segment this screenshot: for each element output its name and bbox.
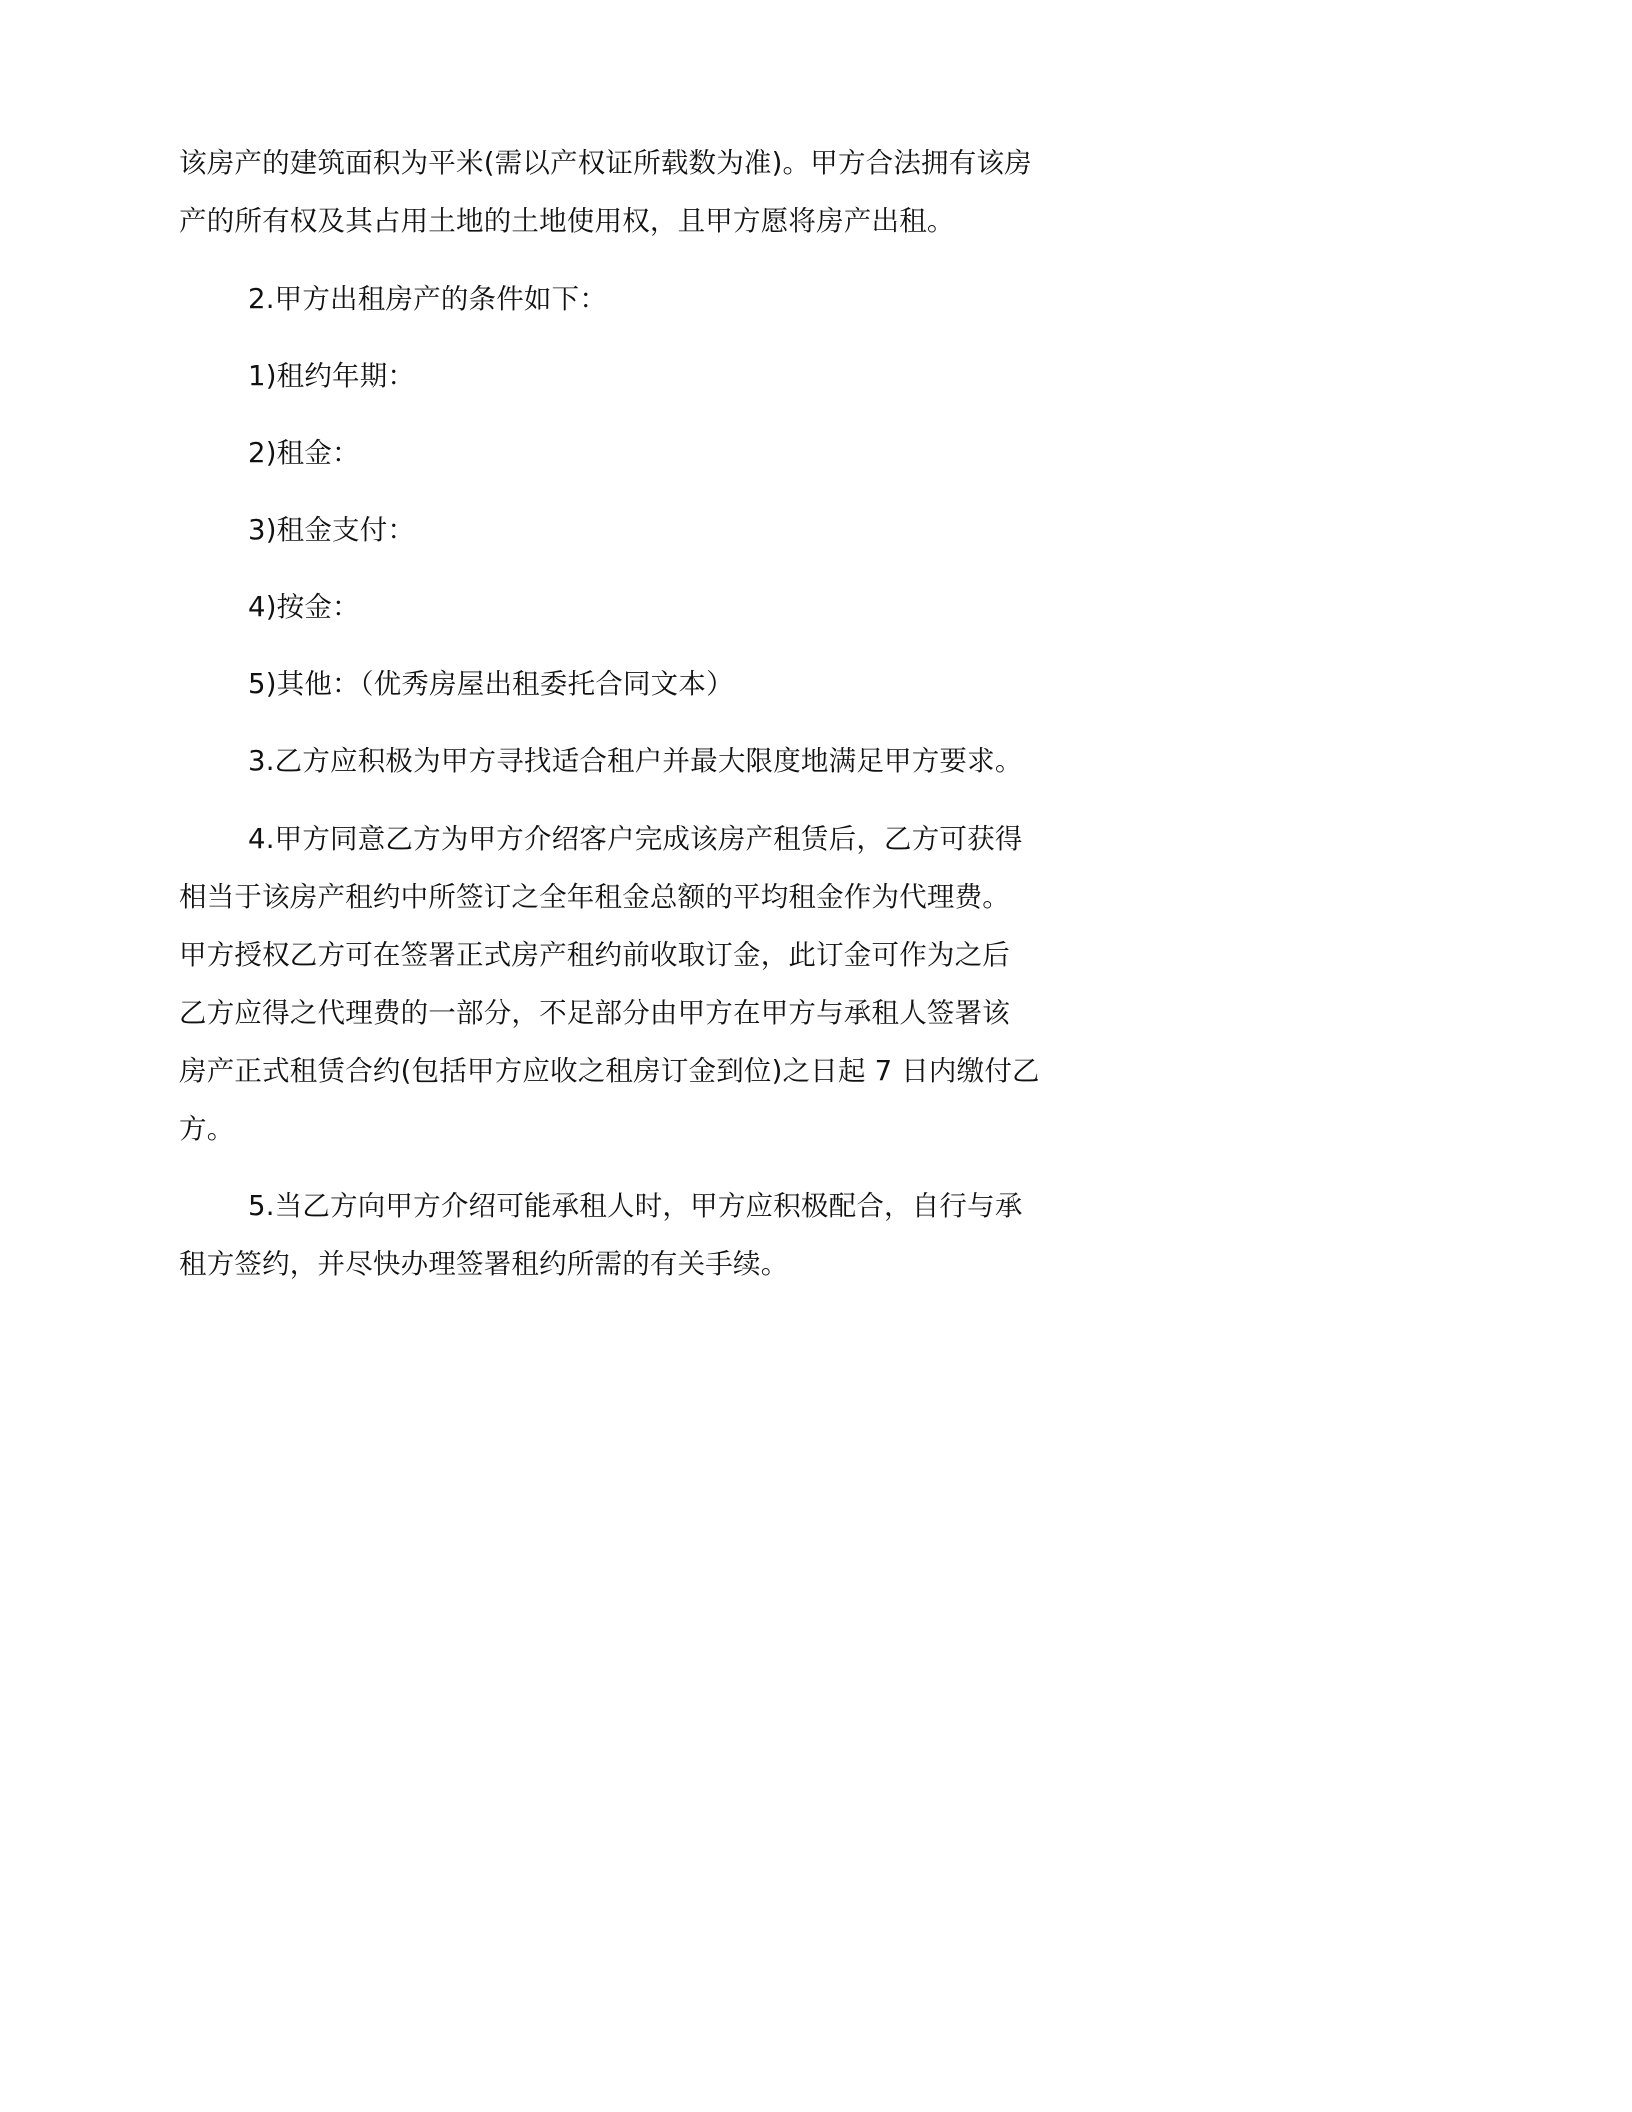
paragraph-intro: [179, 134, 1039, 250]
paragraph-line: 方。: [179, 1113, 235, 1145]
paragraph-line: 3)租金支付：: [248, 514, 416, 546]
paragraph-line: 1)租约年期：: [248, 360, 416, 392]
paragraph-line: 相当于该房产租约中所签订之全年租金总额的平均租金作为代理费。: [179, 881, 1010, 913]
condition-item-1: [248, 347, 1038, 405]
paragraph-line: 乙方应得之代理费的一部分，不足部分由甲方在甲方与承租人签署该: [179, 997, 1010, 1029]
condition-item-2: [248, 424, 1038, 482]
paragraph-line: 4)按金：: [248, 591, 360, 623]
condition-item-4: [248, 578, 1038, 636]
clause-5: [179, 1177, 1039, 1293]
paragraph-line: 2)租金：: [248, 437, 360, 469]
clause-2-heading: [248, 270, 1038, 328]
paragraph-line: 甲方授权乙方可在签署正式房产租约前收取订金，此订金可作为之后: [179, 939, 1010, 971]
paragraph-line: 产的所有权及其占用土地的土地使用权，且甲方愿将房产出租。: [179, 205, 955, 237]
clause-3: [248, 732, 1038, 790]
condition-item-3: [248, 501, 1038, 559]
paragraph-line: 该房产的建筑面积为平米(需以产权证所载数为准)。甲方合法拥有该房: [179, 147, 1032, 179]
paragraph-line: 5.当乙方向甲方介绍可能承租人时，甲方应积极配合，自行与承: [248, 1190, 1023, 1222]
paragraph-line: 2.甲方出租房产的条件如下：: [248, 283, 608, 315]
paragraph-line: 4.甲方同意乙方为甲方介绍客户完成该房产租赁后，乙方可获得: [248, 823, 1023, 855]
paragraph-line: 房产正式租赁合约(包括甲方应收之租房订金到位)之日起 7 日内缴付乙: [179, 1055, 1040, 1087]
paragraph-line: 3.乙方应积极为甲方寻找适合租户并最大限度地满足甲方要求。: [248, 745, 1023, 777]
paragraph-line: 租方签约，并尽快办理签署租约所需的有关手续。: [179, 1248, 789, 1280]
clause-4: [179, 810, 1039, 1158]
condition-item-5: [248, 655, 1038, 713]
paragraph-line: 5)其他：（优秀房屋出租委托合同文本）: [248, 668, 734, 700]
